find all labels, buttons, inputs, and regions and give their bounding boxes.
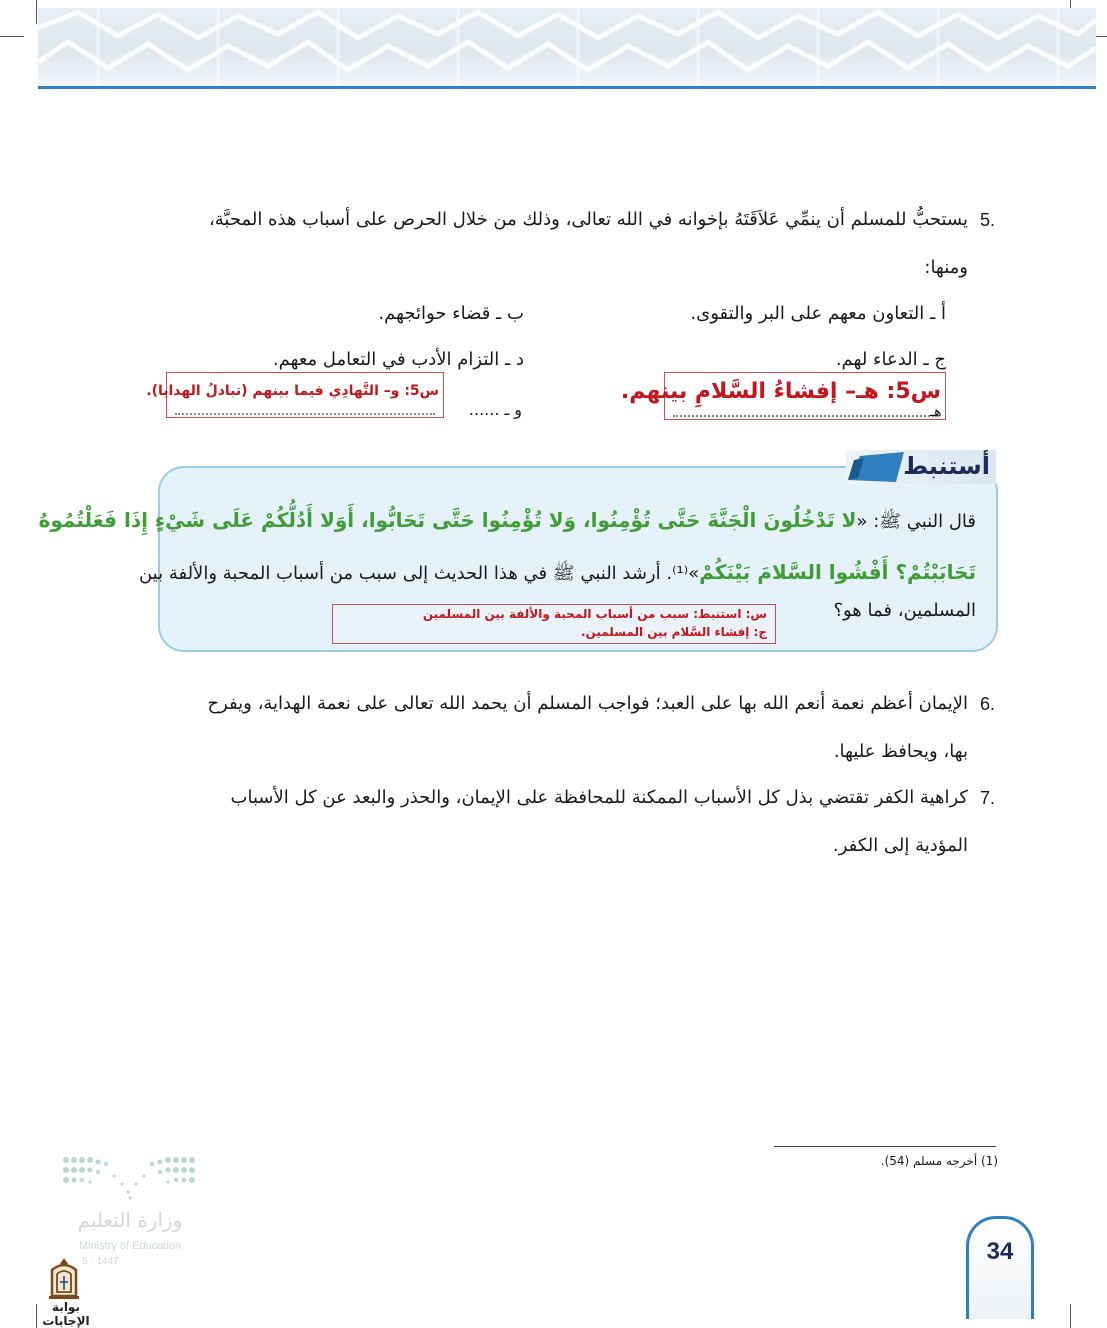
footnote-rule [774,1146,996,1147]
crop-mark [36,0,37,24]
hadith-question: »⁽¹⁾. أرشد النبي ﷺ في هذا الحديث إلى سبب من أسباب المحبة والألفة بين [138,563,700,584]
ministry-name-en: Ministry of Education [78,1240,182,1252]
hadith-quote-2: تَحَابَبْتُمْ؟ أَفْشُوا السَّلامَ بَيْنَكُمْ [699,560,976,584]
option-c: ج ـ الدعاء لهم. [835,349,946,370]
page-number: 34 [986,1238,1014,1265]
hadith-line-3: المسلمين، فما هو؟ [833,600,976,621]
hadith-quote-1: لا تَدْخُلُونَ الْجَنَّةَ حَتَّى تُؤْمِنُوا، وَلا تُؤْمِنُوا حَتَّى تَحَابُّوا، أَوَلا أَدُلُّكُمْ عَلَى شَيْءٍ إِذَا فَعَلْتُمُوهُ [38,508,857,532]
istanbit-answer-text: ج: إفشاء السَّلام بين المسلمين. [581,625,767,639]
item-7-number: 7. [980,788,996,808]
option-b: ب ـ قضاء حوائجهم. [378,303,524,324]
item-5-text: يستحبُّ للمسلم أن ينمِّي عَلاَقَتَهُ بإخوانه في الله تعالى، وذلك من خلال الحرص على أسباب هذه المحبَّة، [208,209,968,230]
istanbit-title: أستنبط [903,452,990,480]
item-6-number: 6. [980,694,996,714]
page-number-tab [966,1216,1034,1319]
dotted-line [673,415,937,417]
crop-mark [0,36,24,37]
ministry-name-ar: وزارة التعليم [77,1208,183,1232]
answer-option-w-text: س5: و– التَّهادِي فيما بينهم (تبادلُ الهدايا). [146,383,439,399]
answer-option-w [146,372,444,418]
ministry-logo-icon [60,1152,200,1204]
istanbit-answer-box [332,604,776,644]
brand-label: بوابة الإجابات [42,1300,90,1328]
dotted-line [175,413,435,415]
hadith-intro: قال النبي ﷺ: « [856,511,976,532]
lantern-logo-icon [44,1256,84,1300]
option-a: أ ـ التعاون معهم على البر والتقوى. [690,303,946,324]
geometric-pattern-icon [38,8,1096,86]
item-7-text-continued: المؤدية إلى الكفر. [833,835,968,856]
item-6-text: الإيمان أعظم نعمة أنعم الله بها على العبد؛ فواجب المسلم أن يحمد الله تعالى على نعمة الهداية، ويفرح [207,693,968,714]
footnote: (1) أخرجه مسلم (54). [880,1154,998,1168]
ministry-year: 5 - 1447 [82,1256,119,1267]
option-d: د ـ التزام الأدب في التعامل معهم. [272,349,524,370]
istanbit-answer-question: س: استنبط: سبب من أسباب المحبة والألفة بين المسلمين [422,607,767,621]
item-5-text-continued: ومنها: [924,257,968,278]
crop-mark [1070,1304,1071,1328]
ribbon-icon [846,450,906,484]
header-rule [38,86,1096,89]
hadith-line-1 [38,508,976,536]
option-h-prefix: هـ [930,404,942,420]
header-pattern-band [38,8,1096,86]
hadith-line-2 [138,560,976,588]
answer-option-h [620,372,946,420]
option-w-prefix: و ـ ...... [468,400,522,419]
answer-option-h-text: س5: هـ– إفشاءُ السَّلامِ بينهم. [620,379,941,404]
item-6-text-continued: بها، ويحافظ عليها. [833,741,968,762]
item-7-text: كراهية الكفر تقتضي بذل كل الأسباب الممكنة للمحافظة على الإيمان، والحذر والبعد عن كل الأسباب [230,787,968,808]
item-5-number: 5. [980,210,996,230]
